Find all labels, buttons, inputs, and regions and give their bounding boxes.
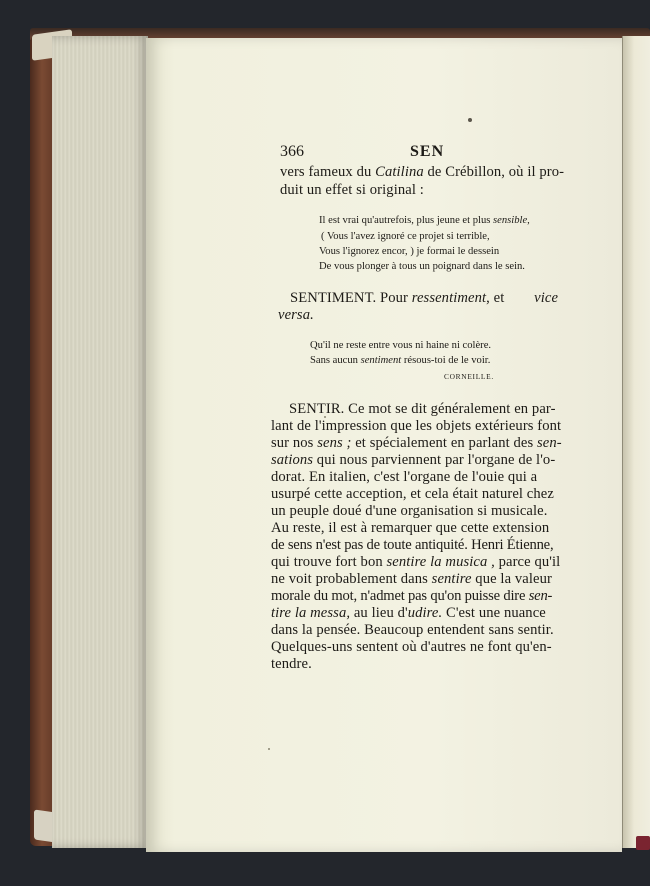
verse-line: Il est vrai qu'autrefois, plus jeune et plus sensible, [319, 215, 530, 226]
text-line: sations qui nous parviennent par l'organe de l'o- [271, 452, 556, 468]
text-line: Au reste, il est à remarquer que cette extension [271, 520, 550, 536]
text-line: versa. [278, 307, 314, 323]
verse-line: De vous plonger à tous un poignard dans le sein. [319, 261, 525, 272]
text-line: ne voit probablement dans sentire que la valeur [271, 571, 552, 587]
verse-line: Vous l'ignorez encor, ) je formai le dessein [319, 246, 500, 257]
text-line: tire la messa, au lieu d'udire. C'est une nuance [271, 605, 546, 621]
running-title: SEN [410, 143, 445, 160]
ink-dot [268, 748, 270, 750]
text-line: lant de l'impression que les objets extérieurs font [271, 418, 562, 434]
text-line: usurpé cette acception, et cela était naturel chez [271, 486, 554, 502]
ink-dot [468, 118, 472, 122]
bookmark-ribbon [636, 836, 650, 850]
entry-headword: SENTIR. [289, 401, 345, 417]
text-line: vers fameux du Catilina de Crébillon, où il pro- [280, 164, 565, 180]
text-line: dorat. En italien, c'est l'organe de l'ouie qui a [271, 469, 538, 485]
entry-sentiment: SENTIMENT. Pour ressentiment, et vice [290, 290, 559, 306]
text-line: sur nos sens ; et spécialement en parlant des sen- [271, 435, 562, 451]
facing-page-edge [622, 36, 650, 848]
text-line: un peuple doué d'une organisation si musicale. [271, 503, 548, 519]
text-line: duit un effet si original : [280, 182, 424, 198]
text-line: tendre. [271, 656, 312, 672]
entry-headword: SENTIMENT. [290, 290, 377, 306]
entry-sentir: SENTIR. Ce mot se dit généralement en par- [289, 401, 556, 417]
text-line: dans la pensée. Beaucoup entendent sans sentir. [271, 622, 554, 638]
verse-attribution: CORNEILLE. [444, 372, 494, 381]
text-line: morale du mot, n'admet pas qu'on puisse dire sen- [271, 588, 553, 604]
verse-line: ( Vous l'avez ignoré ce projet si terrible, [321, 231, 490, 242]
page-number: 366 [280, 143, 304, 160]
page-edges [52, 36, 148, 848]
text-line: de sens n'est pas de toute antiquité. Henri Étienne, [271, 537, 554, 553]
verse-line: Sans aucun sentiment résous-toi de le voir. [310, 355, 491, 366]
text-line: qui trouve fort bon sentire la musica , parce qu'il [271, 554, 561, 570]
verse-line: Qu'il ne reste entre vous ni haine ni colère. [310, 340, 492, 351]
text-line: Quelques-uns sentent où d'autres ne font qu'en- [271, 639, 552, 655]
